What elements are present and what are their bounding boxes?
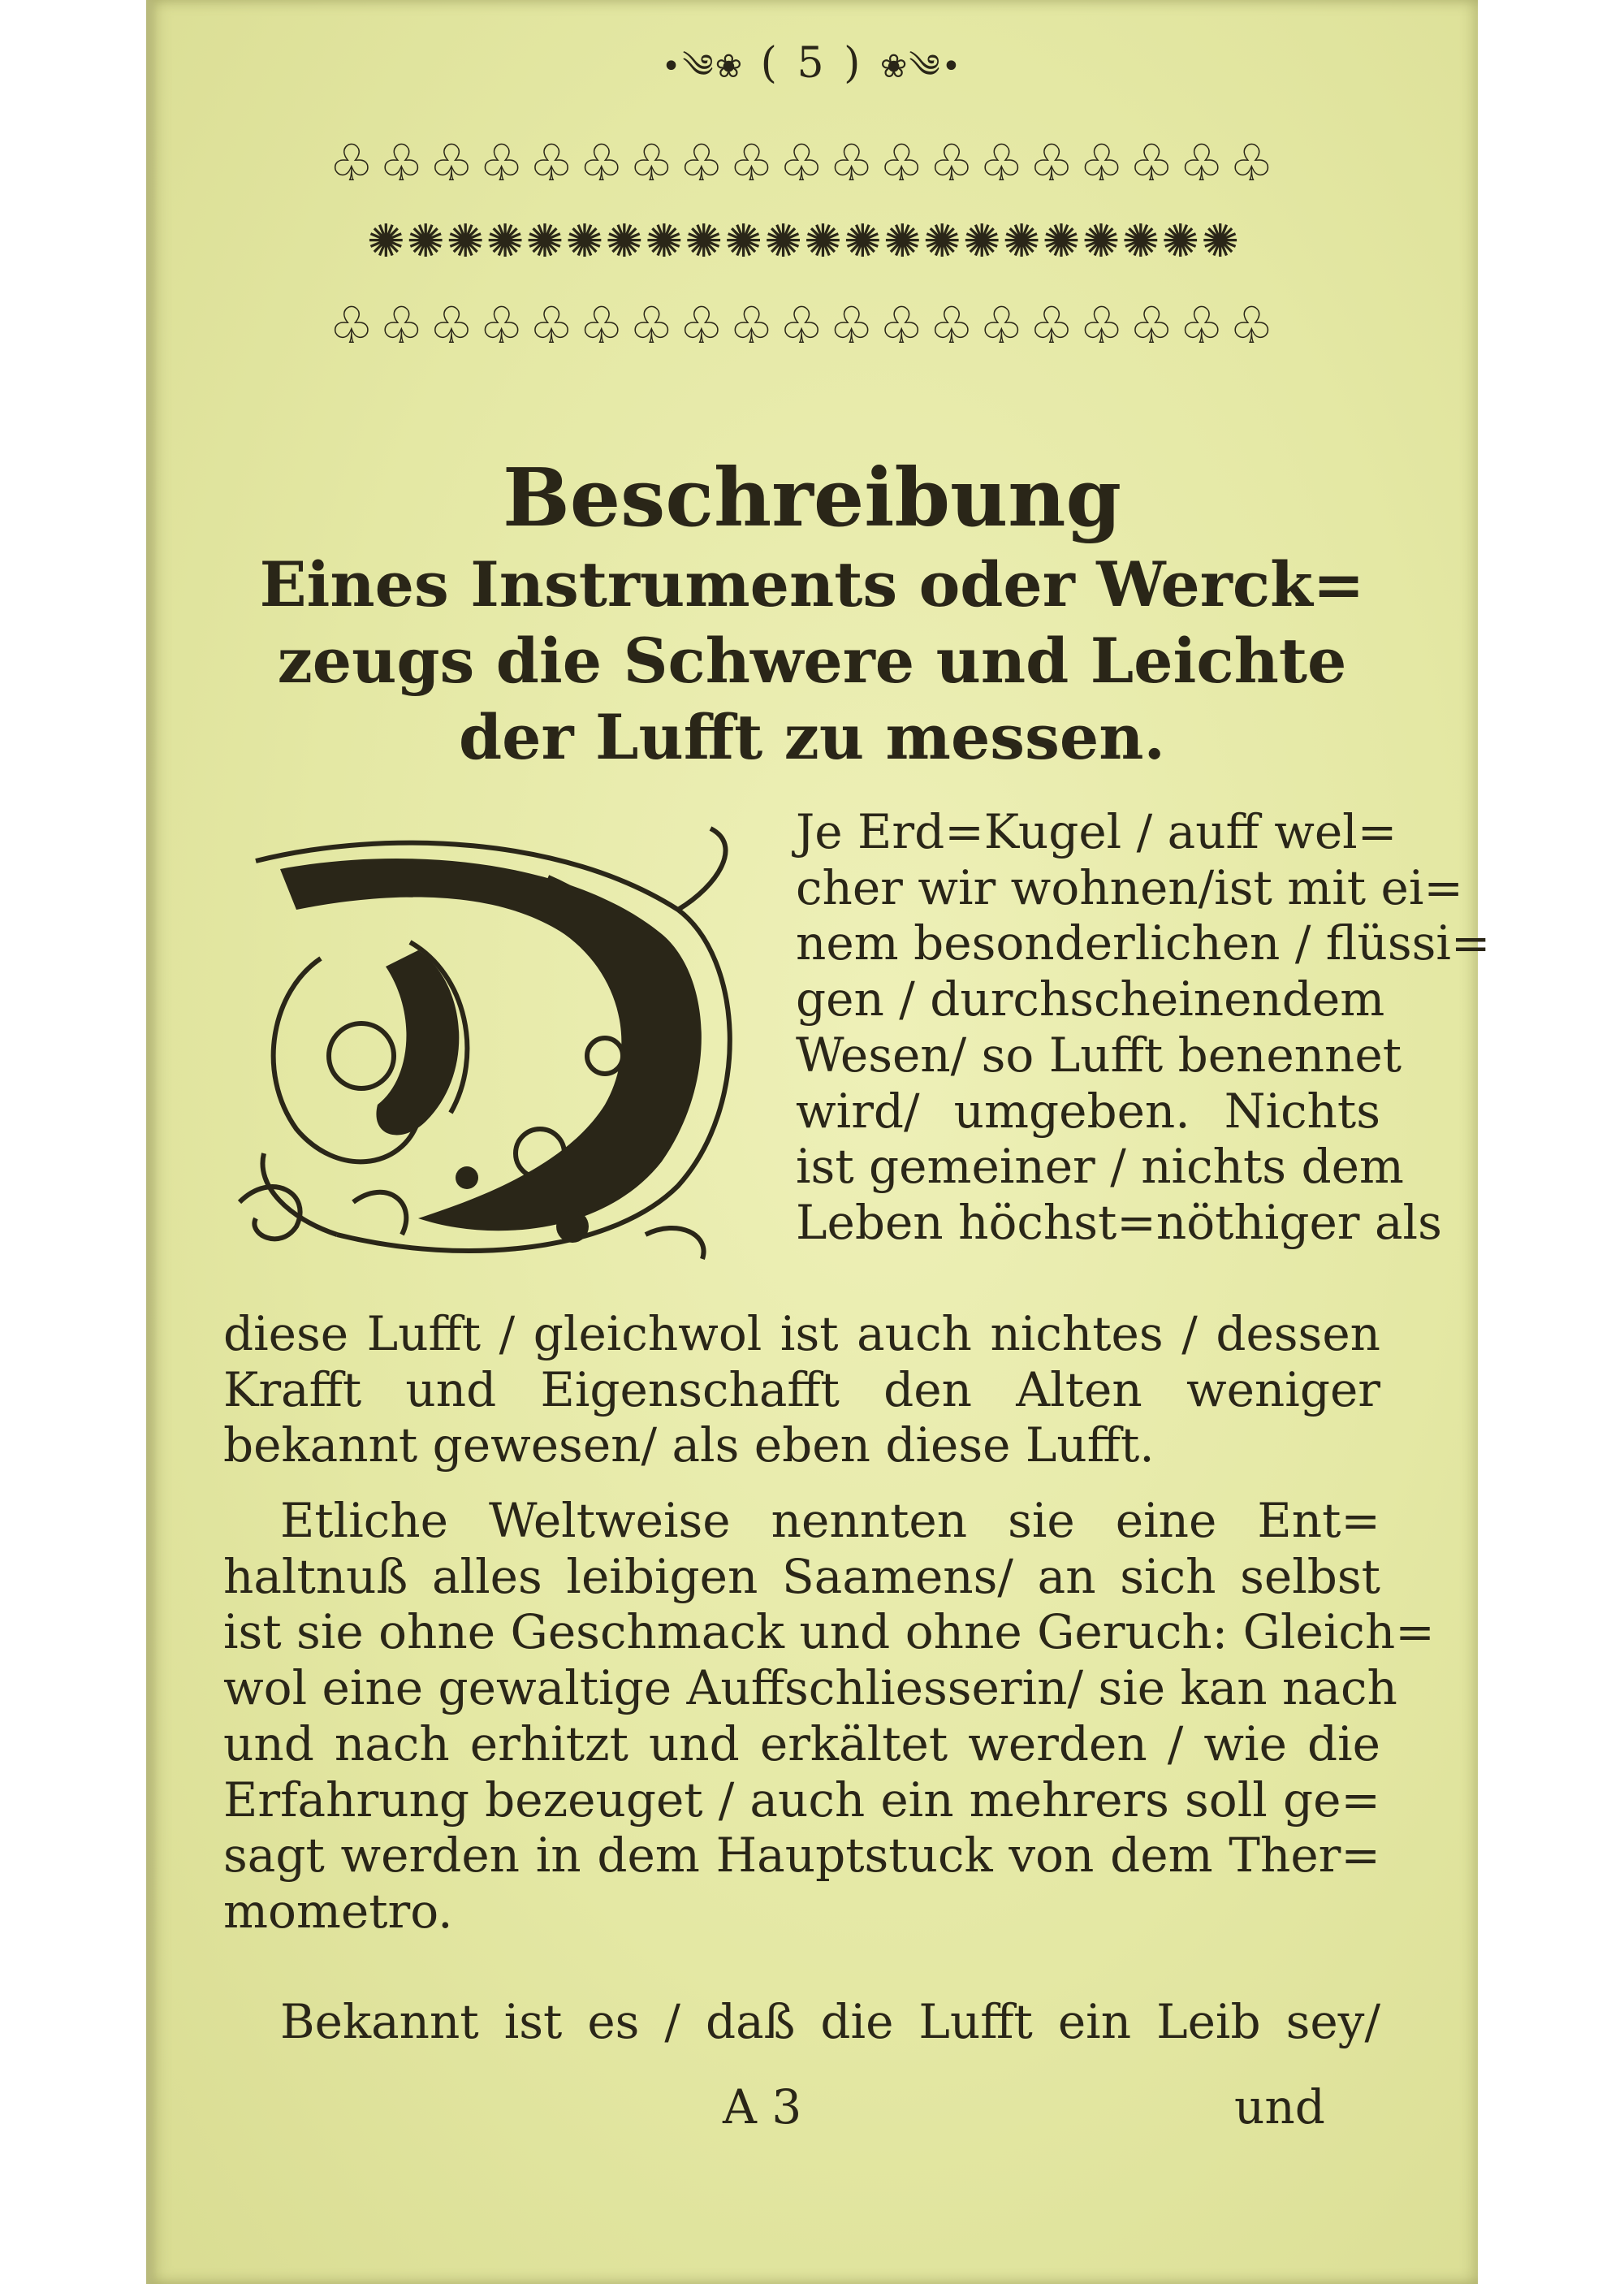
text-line: gen / durchscheinendem — [796, 971, 1385, 1027]
title-line-4: der Lufft zu messen. — [459, 701, 1165, 773]
text-line: mometro. — [223, 1883, 453, 1939]
text-line: Je Erd=Kugel / auff wel= — [796, 804, 1397, 859]
text-line: nem besonderlichen / flüssi= — [796, 915, 1491, 971]
page-number: ( 5 ) — [760, 39, 864, 88]
text-line: diese Lufft / gleichwol ist auch nichtes / dessen — [223, 1306, 1380, 1361]
text-line: cher wir wohnen/ist mit ei= — [796, 859, 1463, 915]
text-line: Leben höchst=nöthiger als — [796, 1194, 1442, 1250]
text-line: wird/ umgeben. Nichts — [796, 1083, 1380, 1139]
decorated-initial — [223, 812, 784, 1275]
text-line: Erfahrung bezeuget / auch ein mehrers soll ge= — [223, 1771, 1380, 1828]
text-line: haltnuß alles leibigen Saamens/ an sich selbst — [223, 1548, 1380, 1604]
header-right-ornament: ❀༄• — [879, 48, 963, 85]
ornament-row-top: ♧♧♧♧♧♧♧♧♧♧♧♧♧♧♧♧♧♧♧ — [328, 138, 1280, 192]
ornament-row-bottom: ♧♧♧♧♧♧♧♧♧♧♧♧♧♧♧♧♧♧♧ — [328, 296, 1280, 355]
book-page — [146, 0, 1491, 2284]
text-line: sagt werden in dem Hauptstuck von dem Ther= — [223, 1828, 1380, 1884]
text-line: ist sie ohne Geschmack und ohne Geruch: Gleich= — [223, 1604, 1435, 1660]
title-line-1: Beschreibung — [502, 452, 1122, 545]
text-line: Bekannt ist es / daß die Lufft ein Leib sey/ — [280, 1994, 1380, 2049]
text-line: bekannt gewesen/ als eben diese Lufft. — [223, 1417, 1155, 1473]
title-line-2: Eines Instruments oder Werck= — [259, 548, 1365, 621]
paragraph-2 — [223, 1493, 1435, 1940]
text-line: ist gemeiner / nichts dem — [796, 1139, 1404, 1195]
text-line: Wesen/ so Lufft benennet — [796, 1027, 1402, 1083]
paragraph-1-beside-initial — [796, 804, 1491, 1251]
header-left-ornament: •༄❀ — [661, 48, 745, 85]
chapter-title — [146, 451, 1478, 776]
catchword: und — [1234, 2079, 1325, 2135]
page-gutter-shadow — [146, 0, 158, 2284]
ornamental-band — [244, 138, 1364, 406]
title-line-3: zeugs die Schwere und Leichte — [277, 625, 1347, 697]
paragraph-3 — [223, 1994, 1380, 2050]
text-line: wol eine gewaltige Auffschliesserin/ sie kan nach — [223, 1660, 1397, 1716]
page-header — [146, 29, 1478, 121]
text-line: und nach erhitzt und erkältet werden / wie die — [223, 1715, 1380, 1771]
text-line: Krafft und Eigenschafft den Alten weniger — [223, 1361, 1380, 1417]
signature-mark: A 3 — [723, 2079, 802, 2135]
decorated-initial-d-icon — [223, 812, 784, 1275]
ornament-row-middle: ✺✺✺✺✺✺✺✺✺✺✺✺✺✺✺✺✺✺✺✺✺✺ — [366, 215, 1242, 268]
text-line: Etliche Weltweise nennten sie eine Ent= — [280, 1493, 1380, 1548]
paragraph-1-continued — [223, 1306, 1380, 1473]
